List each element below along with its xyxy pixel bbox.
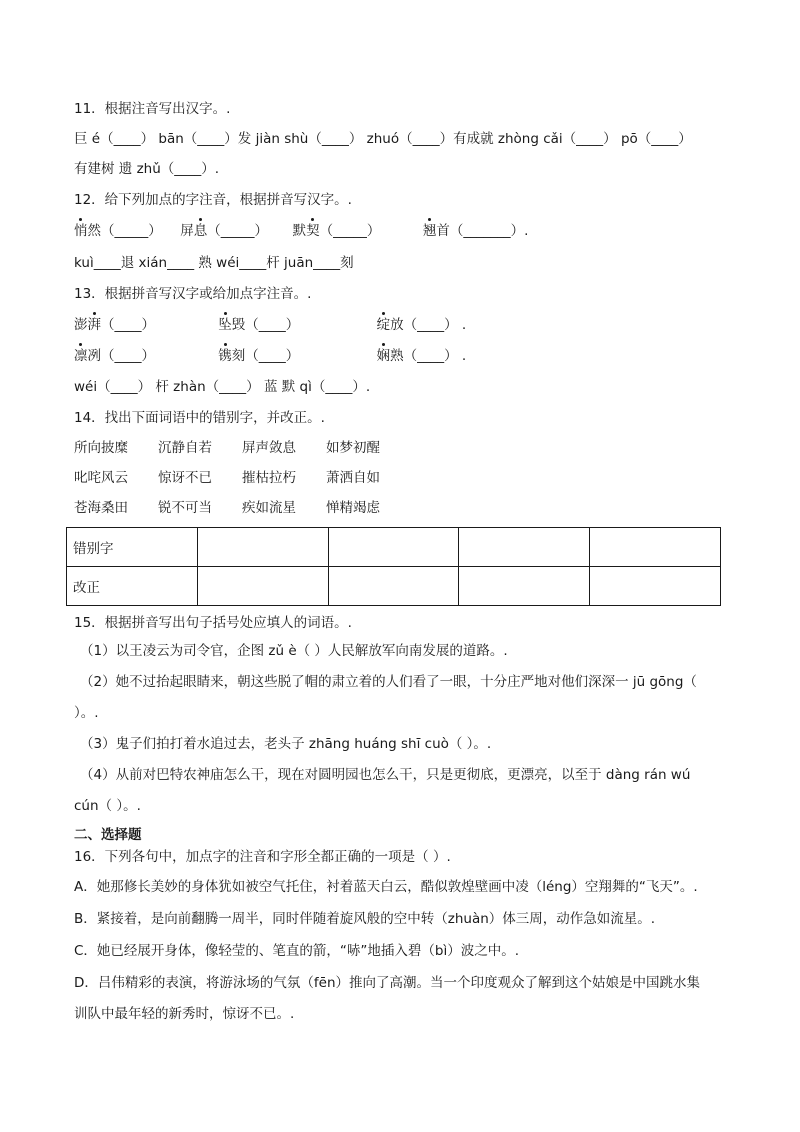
q11-line1: 巨 é（____） bān（____）发 jiàn shù（____） zhuó（____）有成就 zhòng cǎi（____） pō（____）: [74, 131, 692, 147]
dotted-char: 绽: [376, 317, 391, 333]
q12-title: 12．给下列加点的字注音，根据拼音写汉字。.: [74, 192, 352, 208]
q15-sentence-1: （1）以王凌云为司令官，企图 zǔ è（ ）人民解放军向南发展的道路。.: [80, 643, 508, 659]
dotted-char: 坠: [218, 317, 232, 333]
dotted-char: 悄: [74, 223, 88, 239]
q15-sentence-3: （3）鬼子们拍打着水追过去，老头子 zhāng huáng shī cuò（ ）。.: [80, 736, 492, 752]
section-heading: 二、选择题: [74, 827, 142, 843]
q15-sentence-2-end: ）。.: [74, 705, 99, 721]
answer-cell[interactable]: [590, 528, 721, 567]
dotted-char: 镌: [218, 348, 232, 364]
dotted-char: 湃: [87, 317, 101, 333]
option-d[interactable]: D．吕伟精彩的表演，将游泳场的气氛（fēn）推向了高潮。当一个印度观众了解到这个姑娘是中国跳水集: [74, 975, 701, 991]
table-row-label: 改正: [67, 567, 198, 606]
table-row: [67, 528, 721, 567]
answer-cell[interactable]: [197, 567, 328, 606]
q12-line1: 悄然（_____） 屏息（_____） 默契（_____） 翘首（_______）.: [74, 223, 529, 239]
option-d-continued: 训队中最年轻的新秀时，惊讶不已。.: [74, 1006, 295, 1022]
q13-row3: wéi（____） 杆 zhàn（____） 蓝 默 qì（____）.: [74, 379, 371, 395]
q15-sentence-2: （2）她不过抬起眼睛来，朝这些脱了帽的肃立着的人们看了一眼，十分庄严地对他们深深一 jū gōng（: [80, 674, 697, 690]
answer-cell[interactable]: [328, 567, 459, 606]
dotted-char: 息: [193, 223, 208, 239]
answer-cell[interactable]: [328, 528, 459, 567]
q14-word-row: 苍海桑田 锐不可当 疾如流星 惮精竭虑: [74, 500, 380, 516]
option-c[interactable]: C．她已经展开身体，像轻莹的、笔直的箭，“哧”地插入碧（bì）波之中。.: [74, 943, 520, 959]
option-a[interactable]: A．她那修长美妙的身体犹如被空气托住，衬着蓝天白云，酷似敦煌壁画中凌（léng）空翔舞的“飞天”。.: [74, 879, 698, 895]
dotted-char: 翘: [422, 223, 437, 239]
table-row-label: 错别字: [67, 528, 198, 567]
q13-title: 13．根据拼音写汉字或给加点字注音。.: [74, 286, 312, 302]
q13-row1: 澎湃（____） 坠毁（____） 绽放（____） .: [74, 317, 467, 333]
answer-cell[interactable]: [459, 567, 590, 606]
option-b[interactable]: B．紧接着，是向前翻腾一周半，同时伴随着旋风般的空中转（zhuàn）体三周，动作急如流星。.: [74, 911, 656, 927]
q14-word-row: 所向披糜 沉静自若 屏声敛息 如梦初醒: [74, 440, 380, 456]
q15-sentence-4: （4）从前对巴特农神庙怎么干，现在对圆明园也怎么干，只是更彻底，更漂亮，以至于 dàng rán wú: [80, 767, 691, 783]
q11-line2: 有建树 遗 zhǔ（____）.: [74, 161, 220, 177]
dotted-char: 凛: [74, 348, 88, 364]
answer-cell[interactable]: [459, 528, 590, 567]
q16-title: 16．下列各句中，加点字的注音和字形全都正确的一项是（ ）.: [74, 849, 451, 865]
q14-title: 14．找出下面词语中的错别字，并改正。.: [74, 410, 325, 426]
q11-title: 11．根据注音写出汉字。.: [74, 101, 231, 117]
q13-row2: 凛冽（____） 镌刻（____） 娴熟（____） .: [74, 348, 467, 364]
answer-cell[interactable]: [590, 567, 721, 606]
q15-title: 15．根据拼音写出句子括号处应填人的词语。.: [74, 615, 352, 631]
correction-table: [66, 527, 721, 606]
q14-word-row: 叱咤风云 惊讶不已 摧枯拉朽 萧洒自如: [74, 470, 380, 486]
answer-cell[interactable]: [197, 528, 328, 567]
table-row: [67, 567, 721, 606]
dotted-char: 契: [306, 223, 320, 239]
dotted-char: 娴: [376, 348, 391, 364]
q15-sentence-4-end: cún（ ）。.: [74, 798, 141, 814]
q12-line2: kuì____退 xián____ 熟 wéi____杆 juān____刻: [74, 255, 354, 271]
